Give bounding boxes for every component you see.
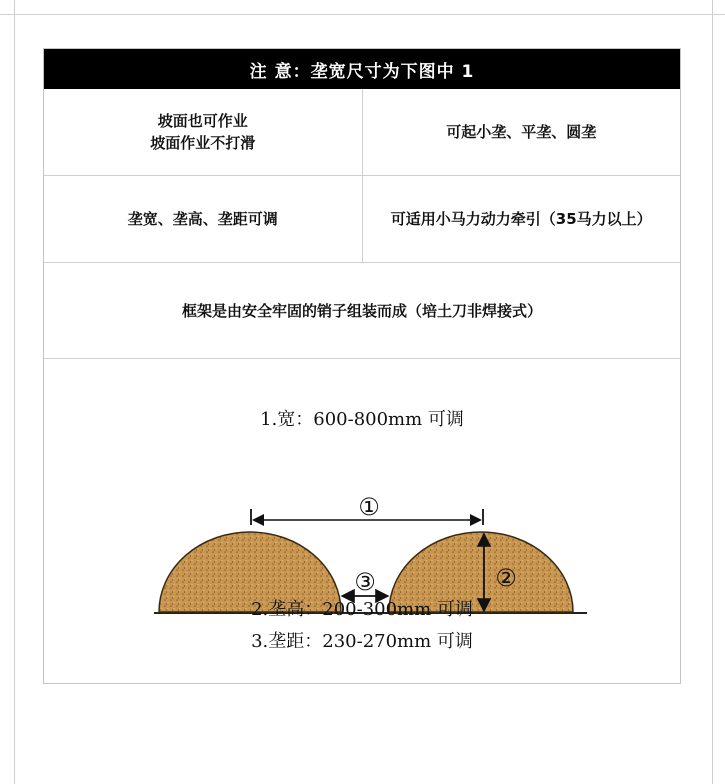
marker-3: ③	[354, 568, 376, 596]
caption-width: 1.宽：600-800mm 可调	[260, 409, 464, 430]
feature-row-1	[44, 89, 680, 176]
top-page-edge	[0, 14, 725, 15]
marker-2: ②	[495, 564, 517, 592]
feature-row-2	[44, 176, 680, 263]
feature-ridge-types: 可起小垄、平垄、圆垄	[362, 89, 681, 175]
feature-slope-line-1: 坡面也可作业	[157, 112, 248, 130]
feature-frame: 框架是由安全牢固的销子组装而成（培土刀非焊接式）	[181, 301, 542, 320]
feature-tractor-power: 可适用小马力动力牵引（35马力以上）	[362, 176, 681, 262]
right-page-edge	[712, 0, 713, 784]
feature-adjustable: 垄宽、垄高、垄距可调	[127, 210, 278, 228]
feature-slope-line-2: 坡面作业不打滑	[150, 134, 256, 152]
page-title: 注 意：垄宽尺寸为下图中 1	[44, 49, 680, 89]
spec-panel	[43, 48, 681, 684]
feature-slope-operation	[44, 89, 362, 175]
ridge-diagram	[44, 359, 680, 683]
caption-spacing: 3.垄距：230-270mm 可调	[251, 631, 473, 652]
caption-height: 2.垄高：200-300mm 可调	[251, 599, 473, 620]
marker-1: ①	[358, 493, 380, 521]
left-page-edge	[14, 0, 15, 784]
feature-row-3	[44, 263, 680, 359]
